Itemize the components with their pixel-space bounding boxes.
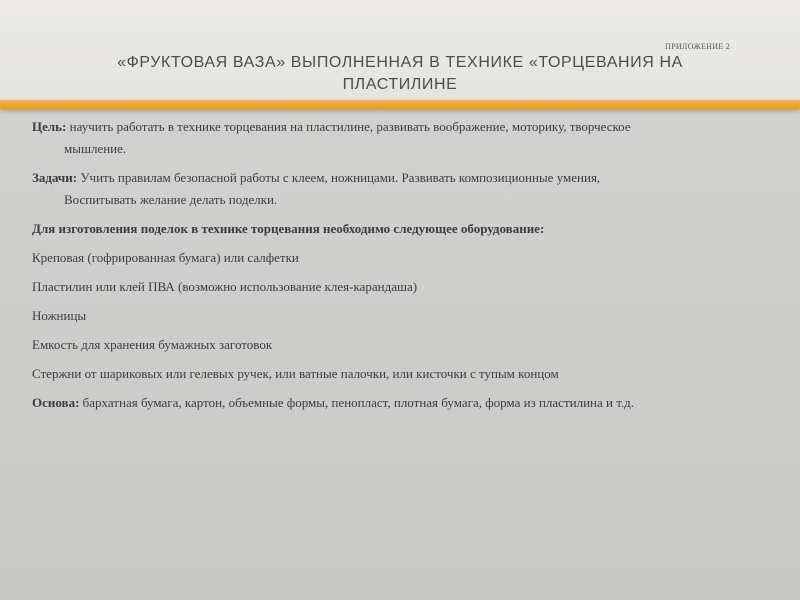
page-title (60, 52, 740, 96)
tasks-label: Задачи: (32, 170, 78, 185)
tasks-text-continued: Воспитывать желание делать поделки. (64, 192, 278, 207)
title-line-2: ПЛАСТИЛИНЕ (342, 76, 458, 93)
accent-stripe (0, 100, 800, 109)
goal-label: Цель: (32, 119, 67, 134)
goal-text: научить работать в технике торцевания на пластилине, развивать воображение, моторику, творческое (66, 119, 631, 134)
appendix-label: ПРИЛОЖЕНИЕ 2 (665, 42, 731, 51)
title-line-1: «ФРУКТОВАЯ ВАЗА» ВЫПОЛНЕННАЯ В ТЕХНИКЕ «ТОРЦЕВАНИЯ НА (117, 54, 683, 71)
basis-label: Основа: (32, 395, 80, 410)
equipment-heading: Для изготовления поделок в технике торцевания необходимо следующее оборудование: (32, 221, 545, 236)
basis-paragraph (32, 392, 767, 414)
equipment-item: Ножницы (32, 308, 87, 323)
equipment-item: Пластилин или клей ПВА (возможно использование клея-карандаша) (32, 279, 418, 294)
equipment-item: Емкость для хранения бумажных заготовок (32, 337, 273, 352)
tasks-text: Учить правилам безопасной работы с клеем, ножницами. Развивать композиционные умения, (77, 170, 601, 185)
goal-text-continued: мышление. (64, 141, 127, 156)
goal-paragraph (32, 116, 767, 160)
equipment-item: Стержни от шариковых или гелевых ручек, или ватные палочки, или кисточки с тупым концом (32, 366, 559, 381)
basis-text: бархатная бумага, картон, объемные формы, пенопласт, плотная бумага, форма из пластилина и т.д. (79, 395, 635, 410)
tasks-paragraph (32, 167, 767, 211)
equipment-item: Креповая (гофрированная бумага) или салфетки (32, 250, 299, 265)
slide-body (32, 116, 767, 421)
